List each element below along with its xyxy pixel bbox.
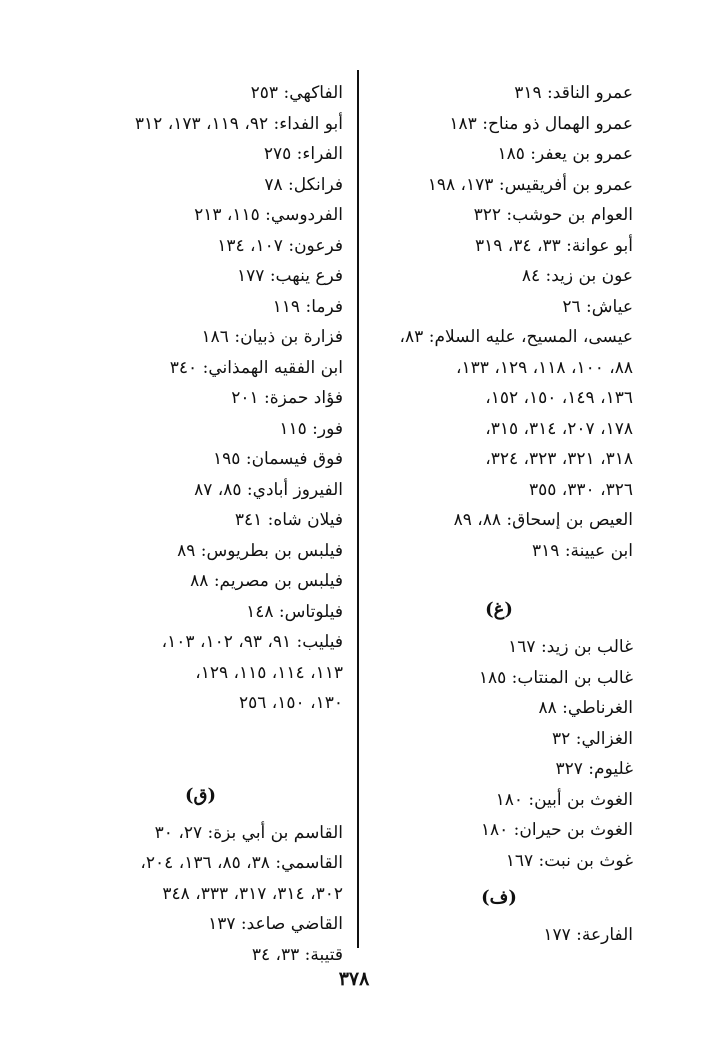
section-heading-qaf: (ق)	[185, 784, 216, 806]
section-heading-fa: (ف)	[481, 887, 517, 908]
index-entry: الغوث بن حيران: ١٨٠	[480, 820, 633, 840]
index-entry: ابن الفقيه الهمذاني: ٣٤٠	[169, 357, 343, 378]
index-entry: الغزالي: ٣٢	[552, 728, 633, 749]
index-entry: فور: ١١٥	[279, 418, 343, 439]
index-entry: ٣٠٢، ٣١٤، ٣١٧، ٣٣٣، ٣٤٨	[162, 883, 343, 904]
section-gap	[58, 719, 343, 774]
index-entry: عيسى، المسيح، عليه السلام: ٨٣،	[399, 327, 633, 347]
index-entry: ١١٣، ١١٤، ١١٥، ١٢٩،	[195, 662, 343, 683]
index-entry: غليوم: ٣٢٧	[555, 759, 633, 779]
index-entry: الفردوسي: ١١٥، ٢١٣	[194, 205, 343, 225]
index-entry: ابن عيينة: ٣١٩	[532, 540, 633, 561]
index-column-right	[365, 78, 633, 951]
index-entry: فزارة بن ذبيان: ١٨٦	[201, 327, 343, 347]
index-entry: فيلبس بن مصريم: ٨٨	[190, 571, 343, 591]
section-fa-entries	[365, 920, 633, 951]
index-entry: ١٣٠، ١٥٠، ٢٥٦	[239, 693, 343, 713]
index-entry: قتيبة: ٣٣، ٣٤	[251, 944, 343, 965]
index-entry: العيص بن إسحاق: ٨٨، ٨٩	[453, 510, 633, 530]
index-entry: فوق فيسمان: ١٩٥	[213, 449, 343, 469]
index-entry: عمرو الهمال ذو مناح: ١٨٣	[449, 113, 633, 134]
index-entry: أبو الفداء: ٩٢، ١١٩، ١٧٣، ٣١٢	[134, 113, 343, 134]
index-entry: عون بن زيد: ٨٤	[521, 266, 633, 286]
section-fa-entries-continued	[58, 78, 343, 719]
index-entry: عمرو بن يعفر: ١٨٥	[497, 144, 633, 164]
index-entry: القاسمي: ٣٨، ٨٥، ١٣٦، ٢٠٤،	[140, 853, 343, 873]
index-entry: ٨٨، ١٠٠، ١١٨، ١٢٩، ١٣٣،	[456, 357, 633, 378]
index-entry: ٣٢٦، ٣٣٠، ٣٥٥	[529, 479, 633, 500]
index-entry: فيلبس بن بطريوس: ٨٩	[177, 540, 343, 561]
index-entry: الغرناطي: ٨٨	[538, 698, 633, 718]
index-entry: عمرو الناقد: ٣١٩	[514, 83, 633, 103]
index-entry: ١٣٦، ١٤٩، ١٥٠، ١٥٢،	[485, 388, 633, 408]
index-entry: العوام بن حوشب: ٣٢٢	[473, 205, 633, 225]
index-entry: غالب بن المنتاب: ١٨٥	[478, 667, 633, 688]
index-entry: الفاكهي: ٢٥٣	[250, 83, 343, 103]
index-entry: الفيروز أبادي: ٨٥، ٨٧	[194, 479, 343, 500]
index-entry: فرانكل: ٧٨	[264, 174, 343, 195]
index-entry: ٣١٨، ٣٢١، ٣٢٣، ٣٢٤،	[485, 449, 633, 469]
index-entry: غالب بن زيد: ١٦٧	[508, 637, 633, 657]
section-ain-entries	[365, 78, 633, 566]
page-number: ٣٧٨	[338, 968, 370, 990]
index-entry: ١٧٨، ٢٠٧، ٣١٤، ٣١٥،	[485, 418, 633, 439]
column-divider	[357, 70, 359, 948]
index-entry: فيليب: ٩١، ٩٣، ١٠٢، ١٠٣،	[161, 632, 343, 652]
index-entry: أبو عوانة: ٣٣، ٣٤، ٣١٩	[475, 235, 633, 256]
index-entry: فرعون: ١٠٧، ١٣٤	[217, 235, 343, 256]
index-entry: الغوث بن أبين: ١٨٠	[495, 789, 633, 810]
section-ghain-entries	[365, 632, 633, 876]
index-entry: فؤاد حمزة: ٢٠١	[231, 388, 343, 408]
index-entry: فرما: ١١٩	[272, 296, 343, 317]
index-entry: القاسم بن أبي بزة: ٢٧، ٣٠	[154, 822, 343, 843]
index-entry: فيلان شاه: ٣٤١	[234, 510, 343, 530]
index-entry: فيلوتاس: ١٤٨	[246, 601, 343, 622]
index-entry: عمرو بن أفريقيس: ١٧٣، ١٩٨	[427, 174, 633, 195]
index-entry: غوث بن نبت: ١٦٧	[505, 850, 633, 871]
index-column-left	[58, 78, 343, 970]
section-gap	[365, 566, 633, 588]
index-entry: القاضي صاعد: ١٣٧	[208, 914, 343, 934]
section-heading-ghain: (غ)	[485, 599, 513, 620]
index-entry: الفراء: ٢٧٥	[263, 144, 343, 164]
section-qaf-entries	[58, 818, 343, 971]
index-entry: عياش: ٢٦	[562, 296, 633, 317]
index-entry: فرع ينهب: ١٧٧	[237, 266, 343, 286]
index-entry: الفارعة: ١٧٧	[543, 925, 633, 945]
